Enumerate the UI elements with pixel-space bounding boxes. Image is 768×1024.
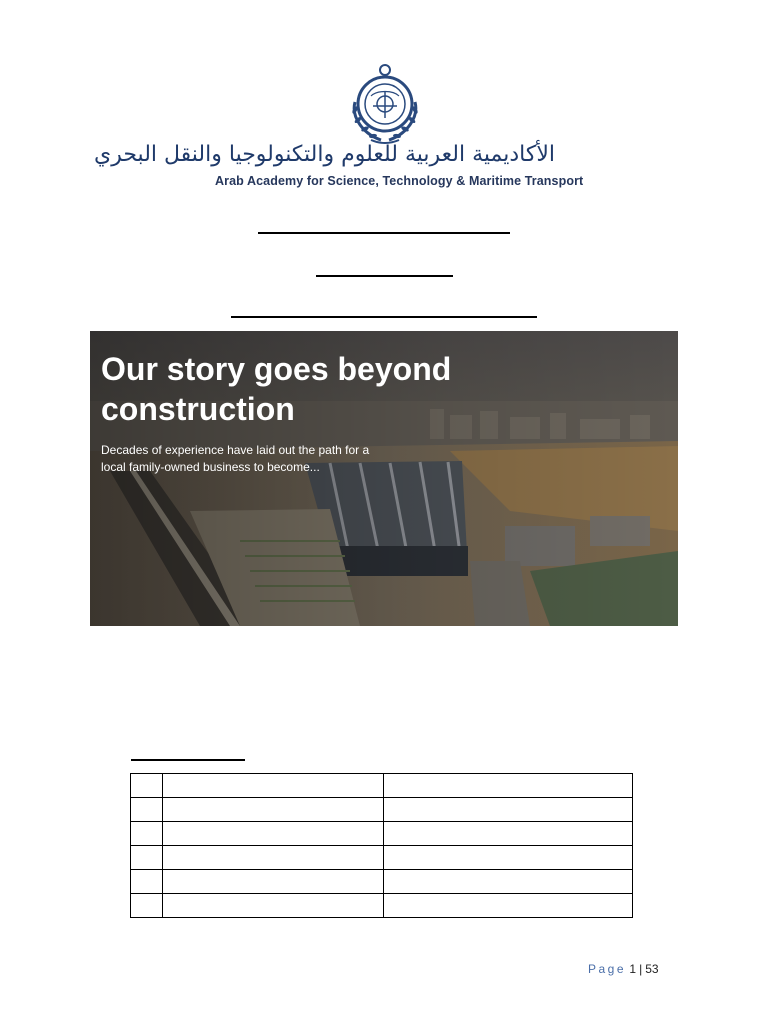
- table-row: [131, 822, 633, 846]
- page-number-footer: [588, 962, 659, 976]
- title-line-1: [258, 232, 510, 234]
- table-cell: [163, 870, 384, 894]
- empty-table: [130, 773, 633, 918]
- table-cell: [131, 846, 163, 870]
- table-cell: [384, 798, 633, 822]
- academy-emblem-icon: [341, 62, 429, 146]
- table-row: [131, 774, 633, 798]
- table-cell: [384, 846, 633, 870]
- table-row: [131, 894, 633, 918]
- table-cell: [163, 894, 384, 918]
- table-cell: [163, 774, 384, 798]
- table-cell: [384, 894, 633, 918]
- table-cell: [163, 798, 384, 822]
- table-cell: [384, 822, 633, 846]
- table-row: [131, 846, 633, 870]
- total-pages-number: 53: [645, 962, 659, 976]
- table-cell: [131, 822, 163, 846]
- table-cell: [131, 798, 163, 822]
- logo-english-text: Arab Academy for Science, Technology & Maritime Transport: [215, 174, 584, 188]
- table-heading-line: [131, 759, 245, 761]
- title-line-2: [316, 275, 453, 277]
- institution-logo: [94, 62, 584, 198]
- table-cell: [384, 870, 633, 894]
- title-line-3: [231, 316, 537, 318]
- page-label: Page: [588, 962, 627, 976]
- hero-title: Our story goes beyond construction: [101, 351, 452, 427]
- table-row: [131, 798, 633, 822]
- table-cell: [131, 870, 163, 894]
- table-cell: [384, 774, 633, 798]
- table-row: [131, 870, 633, 894]
- table-cell: [131, 774, 163, 798]
- hero-image: [90, 331, 678, 626]
- hero-subtitle: Decades of experience have laid out the path for a local family-owned business to become...: [101, 443, 370, 474]
- table-cell: [163, 822, 384, 846]
- table-cell: [131, 894, 163, 918]
- page-separator: |: [639, 962, 643, 976]
- current-page-number: 1: [629, 962, 637, 976]
- table-cell: [163, 846, 384, 870]
- logo-arabic-text: الأكاديمية العربية للعلوم والتكنولوجيا والنقل البحري: [94, 142, 555, 167]
